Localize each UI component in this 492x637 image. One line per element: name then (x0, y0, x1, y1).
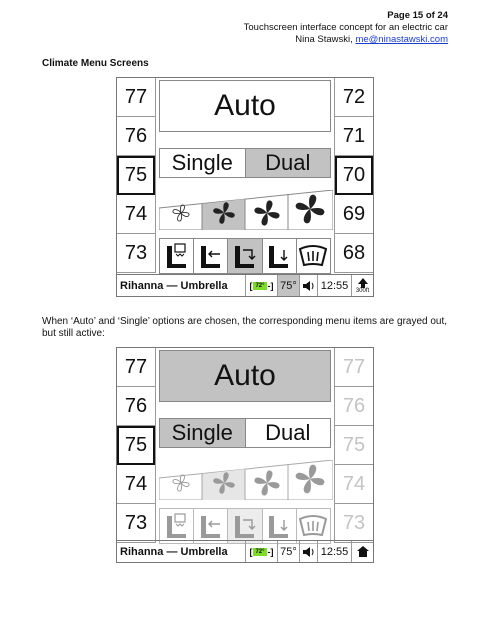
fan-speed-selector[interactable] (159, 460, 331, 500)
left-temperature-column (117, 348, 156, 543)
altitude-value: 300ft (355, 287, 370, 294)
left-temp-option[interactable]: 73 (117, 504, 155, 543)
fan-speed-selector[interactable] (159, 190, 331, 230)
clock: 12:55 (317, 275, 351, 296)
defrost-button[interactable] (296, 509, 330, 543)
fan-icon[interactable] (164, 198, 198, 228)
fan-icon[interactable] (293, 464, 327, 494)
left-temp-option[interactable]: 73 (117, 234, 155, 273)
vent-mode-icon (164, 512, 190, 540)
battery-indicator[interactable]: [ 72° -] (245, 541, 277, 562)
fan-icon[interactable] (250, 468, 284, 498)
speaker-icon[interactable] (299, 275, 317, 296)
single-button[interactable]: Single (160, 419, 245, 447)
zone-mode-toggle (159, 418, 331, 448)
climate-screen-2 (116, 347, 374, 563)
clock: 12:55 (317, 541, 351, 562)
author-line (295, 34, 448, 46)
dual-button[interactable]: Dual (245, 149, 331, 177)
vent-mode-face-floor[interactable] (227, 239, 261, 273)
fan-icon[interactable] (207, 468, 241, 498)
defrost-button[interactable] (296, 239, 330, 273)
zone-mode-toggle (159, 148, 331, 178)
vent-mode-icon (232, 242, 258, 270)
vent-mode-selector (159, 238, 331, 274)
right-temp-option[interactable]: 71 (335, 117, 373, 156)
now-playing[interactable]: Rihanna — Umbrella (120, 279, 228, 292)
fan-icon[interactable] (250, 198, 284, 228)
vent-mode-defrost-floor[interactable] (160, 239, 193, 273)
right-temp-option[interactable]: 74 (335, 465, 373, 504)
caption: When ‘Auto’ and ‘Single’ options are chosen, the corresponding menu items are grayed out, but still active: (42, 316, 448, 339)
author-email-link[interactable]: me@ninastawski.com (355, 34, 448, 45)
left-temp-selected[interactable]: 75 (117, 426, 155, 465)
vent-mode-icon (198, 242, 224, 270)
left-temp-option[interactable]: 76 (117, 117, 155, 156)
left-temperature-column (117, 78, 156, 273)
altitude-indicator (351, 275, 373, 296)
vent-mode-selector (159, 508, 331, 544)
right-temp-option[interactable]: 77 (335, 348, 373, 387)
vent-mode-icon (266, 512, 292, 540)
right-temp-option[interactable]: 72 (335, 78, 373, 117)
right-temperature-column (334, 78, 373, 273)
status-bar (117, 540, 373, 562)
vent-mode-floor[interactable] (262, 509, 296, 543)
left-temp-option[interactable]: 76 (117, 387, 155, 426)
altitude-arrow-icon (358, 278, 368, 288)
section-title: Climate Menu Screens (42, 58, 149, 69)
vent-mode-icon (164, 242, 190, 270)
right-temp-option[interactable]: 76 (335, 387, 373, 426)
vent-mode-face[interactable] (193, 509, 227, 543)
speaker-icon[interactable] (299, 541, 317, 562)
right-temp-selected[interactable]: 70 (335, 156, 373, 195)
right-temp-option[interactable]: 68 (335, 234, 373, 273)
home-icon (357, 546, 369, 557)
fan-icon[interactable] (164, 468, 198, 498)
vent-mode-icon (198, 512, 224, 540)
right-temp-option[interactable]: 69 (335, 195, 373, 234)
left-temp-option[interactable]: 74 (117, 465, 155, 504)
single-button[interactable]: Single (171, 150, 233, 175)
outside-temperature: 75° (277, 275, 299, 296)
defrost-icon (298, 513, 328, 539)
right-temp-option[interactable]: 73 (335, 504, 373, 543)
right-temp-option[interactable]: 75 (335, 426, 373, 465)
status-bar (117, 274, 373, 296)
fan-icon[interactable] (207, 198, 241, 228)
auto-button[interactable]: Auto (159, 350, 331, 402)
left-temp-option[interactable]: 77 (117, 348, 155, 387)
left-temp-option[interactable]: 74 (117, 195, 155, 234)
vent-mode-floor[interactable] (262, 239, 296, 273)
document-subtitle: Touchscreen interface concept for an electric car (243, 22, 448, 33)
battery-level: 72° (255, 548, 265, 555)
fan-icon[interactable] (293, 194, 327, 224)
defrost-icon (298, 243, 328, 269)
page-number: Page 15 of 24 (387, 10, 448, 21)
climate-controls (156, 78, 334, 274)
outside-temperature: 75° (277, 541, 299, 562)
left-temp-selected[interactable]: 75 (117, 156, 155, 195)
vent-mode-defrost-floor[interactable] (160, 509, 193, 543)
battery-indicator[interactable]: [ 72° -] (245, 275, 277, 296)
now-playing[interactable]: Rihanna — Umbrella (120, 545, 228, 558)
vent-mode-face[interactable] (193, 239, 227, 273)
climate-controls (156, 348, 334, 544)
author-name: Nina Stawski, (295, 34, 353, 45)
battery-level: 72° (255, 282, 265, 289)
auto-button[interactable]: Auto (159, 80, 331, 132)
dual-button[interactable]: Dual (245, 419, 331, 447)
right-temperature-column (334, 348, 373, 543)
left-temp-option[interactable]: 77 (117, 78, 155, 117)
vent-mode-icon (266, 242, 292, 270)
home-button[interactable] (351, 541, 373, 562)
vent-mode-icon (232, 512, 258, 540)
climate-screen-1 (116, 77, 374, 297)
vent-mode-face-floor[interactable] (227, 509, 261, 543)
